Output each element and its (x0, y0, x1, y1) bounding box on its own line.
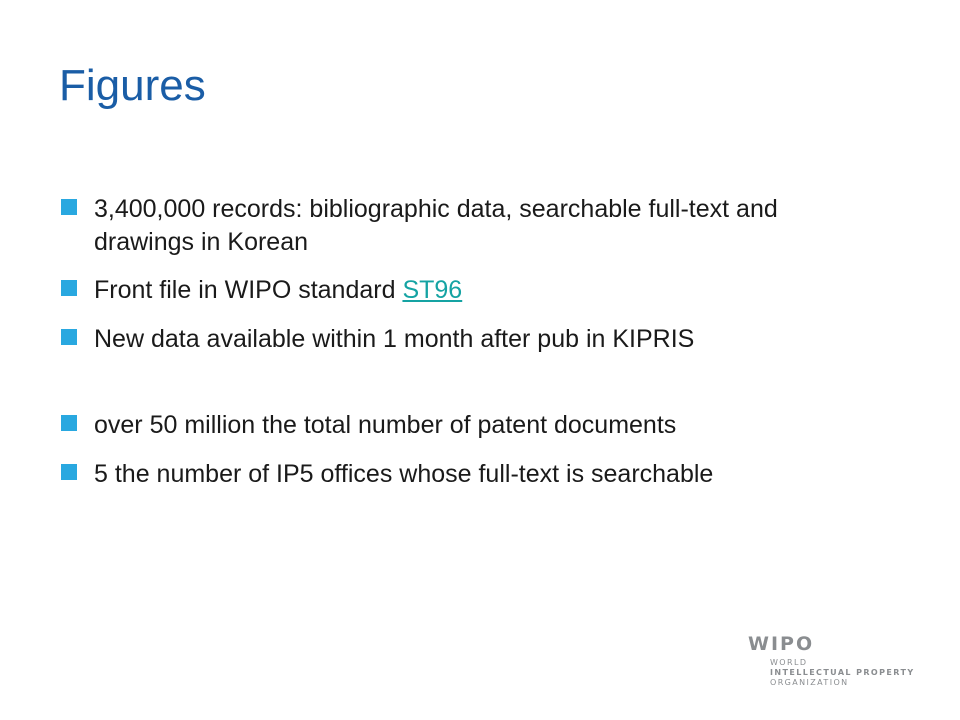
bullet-front-file (60, 274, 880, 307)
bullet-total-documents (60, 409, 880, 442)
bullet-ip5-offices (60, 458, 880, 491)
square-bullet-icon (61, 464, 77, 480)
bullet-records (60, 193, 880, 258)
logo-line-organization: ORGANIZATION (770, 678, 849, 687)
logo-wordmark: WIPO (748, 633, 815, 655)
logo-line-intellectual-property: INTELLECTUAL PROPERTY (770, 668, 915, 677)
bullet-new-data (60, 323, 880, 356)
bullet-text: 5 the number of IP5 offices whose full-text is searchable (94, 459, 714, 488)
bullet-text: 3,400,000 records: bibliographic data, searchable full-text and drawings in Korean (94, 195, 778, 256)
square-bullet-icon (61, 329, 77, 345)
wipo-logo (748, 635, 948, 695)
square-bullet-icon (61, 415, 77, 431)
slide-title: Figures (59, 61, 206, 110)
st96-link[interactable]: ST96 (402, 276, 463, 304)
bullet-text: Front file in WIPO standard (94, 276, 403, 304)
logo-line-world: WORLD (770, 658, 808, 667)
square-bullet-icon (61, 199, 77, 215)
bullet-list (60, 193, 880, 490)
bullet-text: over 50 million the total number of patent documents (94, 411, 677, 439)
bullet-text: New data available within 1 month after pub in KIPRIS (94, 324, 695, 353)
square-bullet-icon (61, 280, 77, 296)
